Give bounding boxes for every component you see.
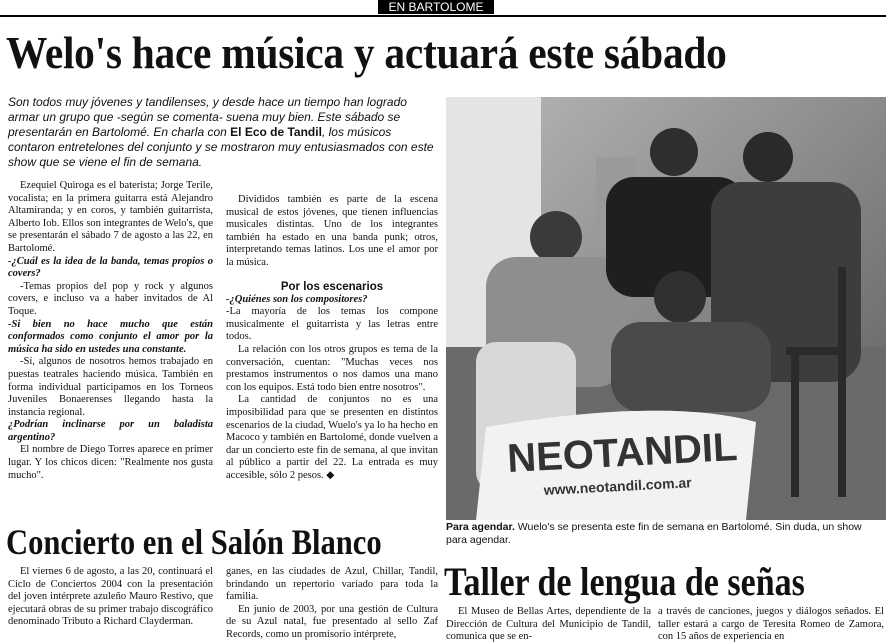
col2-p2: -La mayoría de los temas los compone musicalmente el guitarrista y las letras entre todos. <box>226 306 438 343</box>
col2-p4: La cantidad de conjuntos no es una imposibilidad para que se presenten en distintos escenarios de la ciudad, Wuelo's ya lo ha hecho en Macoco y también en Bartolomé, donde vuelven a dar un concierto este fin de semana, al que invitan al público a partir del 22. La entrada es muy accesible, sólo 2 pesos. ◆ <box>226 394 438 481</box>
band-photo <box>446 97 886 520</box>
lead-outlet: El Eco de Tandil <box>230 125 322 139</box>
taller-col-1 <box>446 606 651 644</box>
concierto-col-1 <box>8 566 213 629</box>
caption-label: Para agendar. <box>446 521 515 533</box>
article-column-2 <box>226 194 438 482</box>
caption-text: Wuelo's se presenta este fin de semana en Bartolomé. Sin duda, un show para agendar. <box>446 521 862 546</box>
taller-col-2 <box>658 606 884 644</box>
headline-taller: Taller de lengua de señas <box>444 559 805 604</box>
col1-p1: -¿Cuál es la idea de la banda, temas propios o covers? <box>8 255 213 280</box>
section-tag: EN BARTOLOME <box>378 0 494 14</box>
col1-p5: ¿Podrían inclinarse por un baladista argentino? <box>8 419 213 443</box>
banner-logo-text: NEOTANDIL <box>506 424 739 481</box>
lead-paragraph <box>8 95 438 170</box>
banner-url-text: www.neotandil.com.ar <box>543 474 693 498</box>
taller-p0: El Museo de Bellas Artes, dependiente de la Dirección de Cultura del Municipio de Tandil, comunica que se en- <box>446 606 651 643</box>
concierto-p2: En junio de 2003, por una gestión de Cultura de su Azul natal, fue presentado al sello Zaf Records, como un promisorio intérprete, <box>226 603 438 640</box>
subhead: Por los escenarios <box>280 280 384 293</box>
photo-caption <box>446 521 884 547</box>
concierto-p0: El viernes 6 de agosto, a las 20, continuará el Ciclo de Conciertos 2004 con la presentación del joven intérprete azuleño Mauro Restivo, que ejecutará obras de su primer trabajo discográfico denominado Tributo a Richard Clayderman. <box>8 566 213 628</box>
col2-p1: -¿Quiénes son los compositores? <box>226 293 368 305</box>
band-photo-illustration <box>446 97 886 520</box>
top-rule <box>0 15 886 17</box>
col1-p4: -Sí, algunos de nosotros hemos trabajado en puestas teatrales haciendo música. También en forma individual participamos en los Torneos Juveniles Bonaerenses llegando hasta la instancia regional. <box>8 356 213 418</box>
concierto-p1: ganes, en las ciudades de Azul, Chillar, Tandil, brindando un repertorio variado para toda la familia. <box>226 566 438 603</box>
col1-p3: -Si bien no hace mucho que están conformados como conjunto el amor por la música ha sido en ustedes una constante. <box>8 318 213 355</box>
col1-p6: El nombre de Diego Torres aparece en primer lugar. Y los chicos dicen: "Realmente nos gusta mucho". <box>8 444 213 481</box>
lead-text-2: , los músicos contaron entretelones del conjunto y se mostraron muy entusiasmados con este show que se viene el fin de semana. <box>8 125 434 169</box>
taller-p1: a través de canciones, juegos y diálogos señados. El taller estará a cargo de Teresita Romeo de Zamora, con 15 años de experiencia en <box>658 606 884 643</box>
headline: Welo's hace música y actuará este sábado <box>6 27 727 78</box>
col1-p0: Ezequiel Quiroga es el baterista; Jorge Terile, vocalista; en la primera guitarra está Alejandro Altamiranda; y en coros, y también guitarrista, Alberto Iob. Ellos son integrantes de Welo's, que se presentarán el sábado 7 de agosto a las 22, en Bartolomé. <box>8 180 213 254</box>
col2-p0: Divididos también es parte de la escena musical de estos jóvenes, que tienen influencias musicales distintas. Uno de los integrantes también ha estado en una banda punk; otros, interpretando temas latinos. Los une el amor por la música. <box>226 194 438 268</box>
lead-text-1: Son todos muy jóvenes y tandilenses, y desde hace un tiempo han logrado armar un grupo que -según se comenta- suena muy bien. Este sábado se presentarán en Bartolomé. En charla con <box>8 95 407 139</box>
concierto-col-2 <box>226 566 438 642</box>
col1-p2: -Temas propios del pop y rock y algunos covers, e incluso va a haber invitados de Al Toque. <box>8 280 213 317</box>
col2-p3: La relación con los otros grupos es tema de la conversación, cuentan: "Muchas veces nos prestamos instrumentos o nos damos una mano con los equipos. Está todo bien entre nosotros". <box>226 343 438 393</box>
headline-concierto: Concierto en el Salón Blanco <box>6 522 382 562</box>
article-column-1 <box>8 180 213 482</box>
